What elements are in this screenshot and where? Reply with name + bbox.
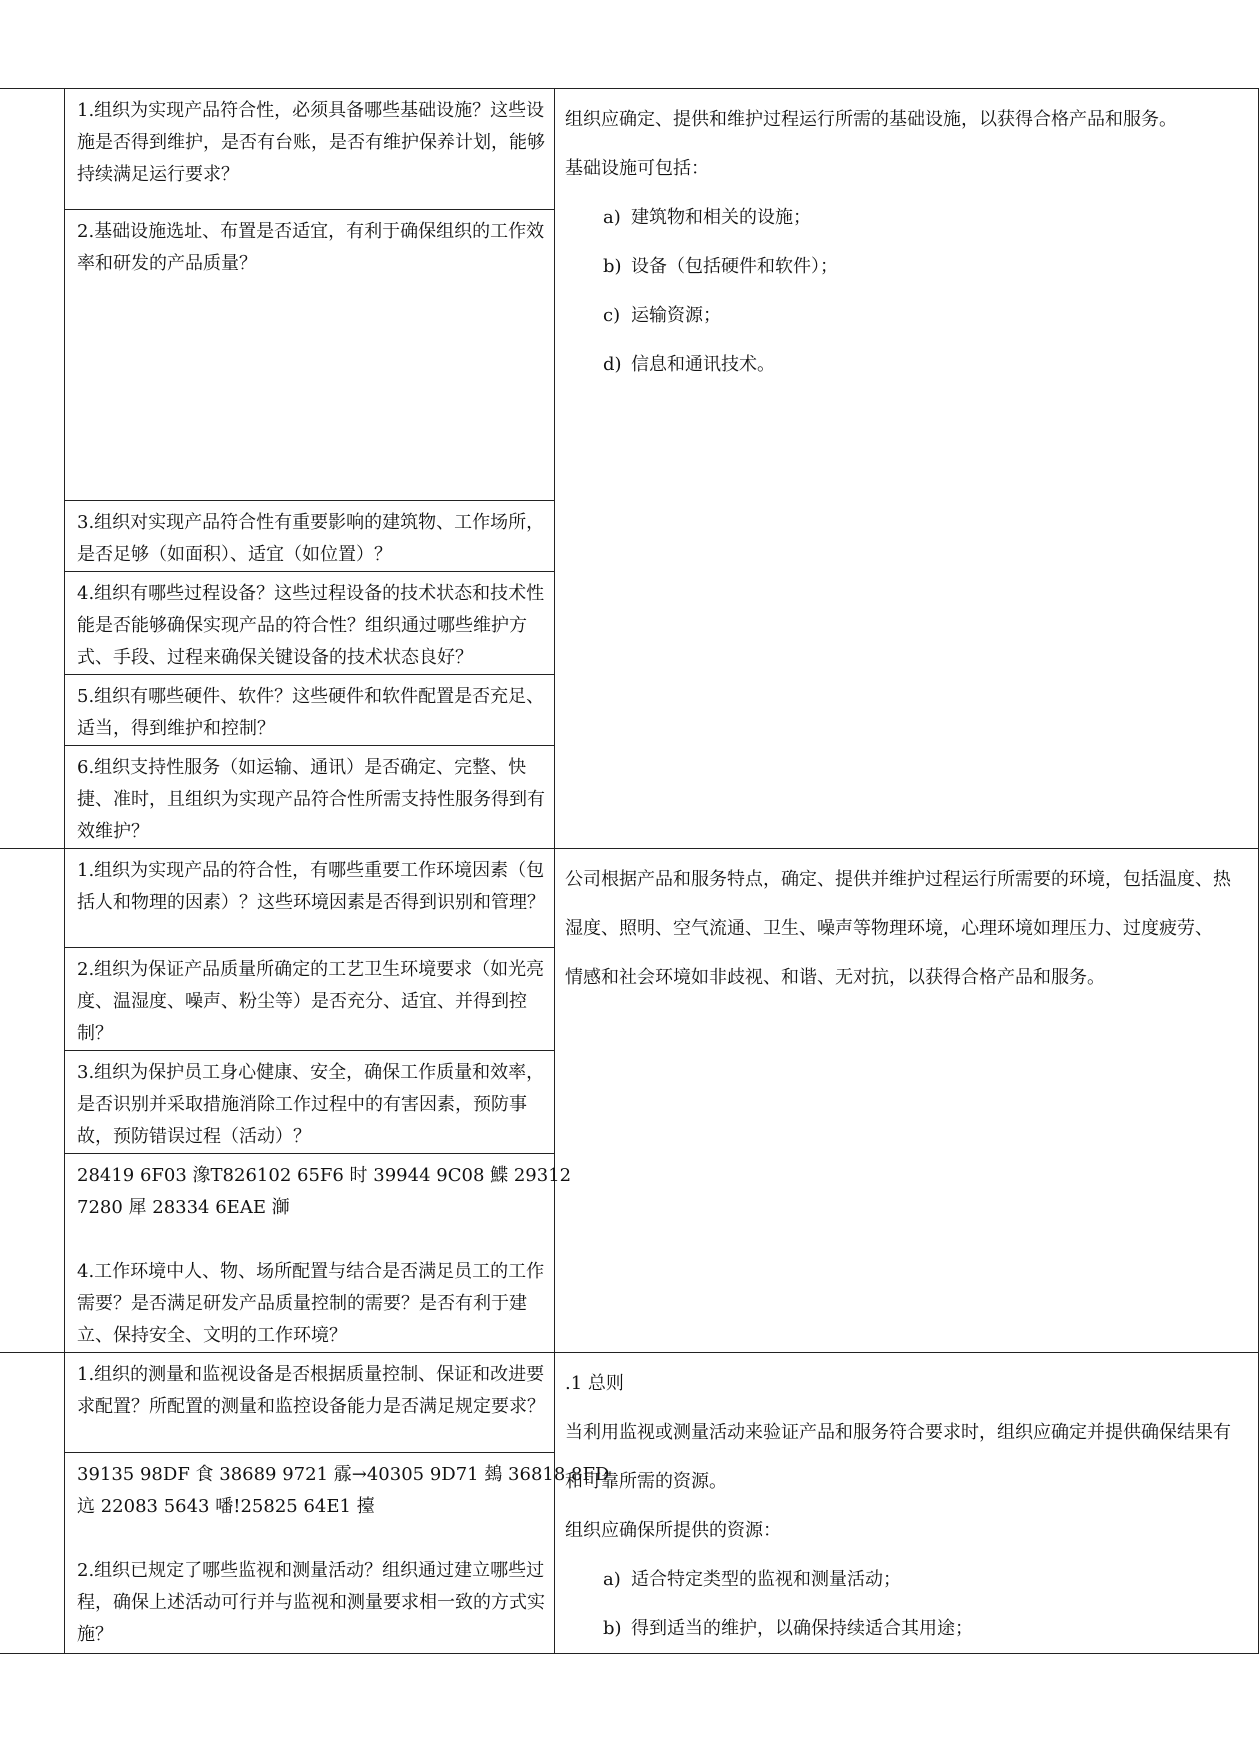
environment-question-4-text: 4.工作环境中人、物、场所配置与结合是否满足员工的工作需要？是否满足研发产品质量控制的需要？是否有利于建立、保持安全、文明的工作环境？	[77, 1261, 545, 1346]
audit-checklist-table	[0, 88, 1259, 1654]
infrastructure-requirement	[555, 89, 1258, 389]
list-item-text: 适合特定类型的监视和测量活动；	[631, 1569, 901, 1590]
infrastructure-question-5-cell	[65, 675, 555, 746]
infrastructure-question-6: 6.组织支持性服务（如运输、通讯）是否确定、完整、快捷、准时，且组织为实现产品符合性所需支持性服务得到有效维护？	[77, 757, 545, 842]
environment-row-1	[0, 849, 1259, 948]
list-item-text: 信息和通讯技术。	[631, 354, 775, 375]
list-marker: b)	[603, 256, 622, 277]
measurement-question-1-cell	[65, 1353, 555, 1453]
list-item-text: 建筑物和相关的设施；	[631, 207, 811, 228]
measurement-requirement-cell	[555, 1353, 1259, 1654]
measurement-requirement-heading: .1 总则	[565, 1373, 624, 1394]
infrastructure-item-b	[565, 242, 1258, 291]
list-marker: b)	[603, 1618, 622, 1639]
infrastructure-question-5: 5.组织有哪些硬件、软件？这些硬件和软件配置是否充足、适当，得到维护和控制？	[77, 686, 545, 739]
list-item-text: 设备（包括硬件和软件）；	[631, 256, 838, 277]
infrastructure-clause-cell	[0, 89, 65, 849]
infrastructure-question-3: 3.组织对实现产品符合性有重要影响的建筑物、工作场所，是否足够（如面积）、适宜（如位置）？	[77, 512, 545, 565]
environment-question-2-cell	[65, 948, 555, 1051]
list-marker: d)	[603, 354, 622, 375]
environment-clause-cell	[0, 849, 65, 1353]
measurement-requirement-line-3: 组织应确保所提供的资源：	[565, 1520, 781, 1541]
measurement-question-1: 1.组织的测量和监视设备是否根据质量控制、保证和改进要求配置？所配置的测量和监控设备能力是否满足规定要求？	[77, 1364, 545, 1417]
garbled-text-line: 39135 98DF 食 38689 9721 霡→40305 9D71 鵱 36818 8FD	[77, 1463, 610, 1485]
environment-requirement-line-1: 公司根据产品和服务特点，确定、提供并维护过程运行所需要的环境，包括温度、热	[565, 869, 1231, 890]
environment-question-3: 3.组织为保护员工身心健康、安全，确保工作质量和效率，是否识别并采取措施消除工作过程中的有害因素，预防事故，预防错误过程（活动）？	[77, 1062, 545, 1147]
measurement-requirement	[555, 1353, 1258, 1653]
infrastructure-question-6-cell	[65, 746, 555, 849]
list-marker: c)	[603, 305, 621, 326]
measurement-question-2-cell	[65, 1452, 610, 1653]
measurement-question-2-text: 2.组织已规定了哪些监视和测量活动？组织通过建立哪些过程，确保上述活动可行并与监视和测量要求相一致的方式实施？	[77, 1559, 545, 1645]
measurement-clause-cell	[0, 1353, 65, 1654]
infrastructure-item-a	[565, 193, 1258, 242]
infrastructure-question-4-cell	[65, 572, 555, 675]
measurement-item-b	[565, 1604, 1258, 1653]
infrastructure-requirement-cell	[555, 89, 1259, 849]
list-marker: a)	[603, 207, 621, 228]
measurement-item-a	[565, 1555, 1258, 1604]
infrastructure-question-1-cell	[65, 89, 555, 210]
infrastructure-question-1: 1.组织为实现产品符合性，必须具备哪些基础设施？这些设施是否得到维护，是否有台账，是否有维护保养计划，能够持续满足运行要求？	[77, 100, 545, 185]
environment-requirement-line-2: 湿度、照明、空气流通、卫生、噪声等物理环境，心理环境如理压力、过度疲劳、	[565, 918, 1213, 939]
infrastructure-question-3-cell	[65, 501, 555, 572]
measurement-requirement-line-1: 当利用监视或测量活动来验证产品和服务符合要求时，组织应确定并提供确保结果有	[565, 1422, 1231, 1443]
infrastructure-list-title: 基础设施可包括：	[565, 158, 709, 179]
environment-requirement-cell	[555, 849, 1259, 1353]
environment-requirement	[555, 849, 1258, 1002]
infrastructure-requirement-intro: 组织应确定、提供和维护过程运行所需的基础设施，以获得合格产品和服务。	[565, 109, 1177, 130]
infrastructure-item-d	[565, 340, 1258, 389]
infrastructure-question-4: 4.组织有哪些过程设备？这些过程设备的技术状态和技术性能是否能够确保实现产品的符合性？组织通过哪些维护方式、手段、过程来确保关键设备的技术状态良好？	[77, 583, 545, 668]
environment-question-3-cell	[65, 1051, 555, 1154]
environment-requirement-line-3: 情感和社会环境如非歧视、和谐、无对抗，以获得合格产品和服务。	[565, 967, 1105, 988]
environment-question-4-cell	[65, 1154, 572, 1353]
infrastructure-item-c	[565, 291, 1258, 340]
environment-question-1: 1.组织为实现产品的符合性，有哪些重要工作环境因素（包括人和物理的因素）？这些环境因素是否得到识别和管理？	[77, 860, 545, 913]
measurement-requirement-line-2: 和可靠所需的资源。	[565, 1471, 727, 1492]
environment-question-4	[65, 1154, 572, 1352]
list-item-text: 运输资源；	[631, 305, 721, 326]
garbled-text-line: 28419 6F03 潒T826102 65F6 时 39944 9C08 鰈 29312	[77, 1165, 572, 1186]
infrastructure-question-2-cell	[65, 210, 555, 501]
infrastructure-row-1	[0, 89, 1259, 210]
garbled-text-line: 7280 犀 28334 6EAE 溮	[77, 1197, 290, 1218]
list-item-text: 得到适当的维护，以确保持续适合其用途；	[631, 1618, 973, 1639]
garbled-text-line: 迒 22083 5643 噃!25825 64E1 擡	[77, 1495, 375, 1517]
measurement-row-1	[0, 1353, 1259, 1453]
measurement-question-2	[65, 1453, 610, 1651]
infrastructure-question-2: 2.基础设施选址、布置是否适宜，有利于确保组织的工作效率和研发的产品质量？	[77, 221, 545, 274]
audit-table-wrapper	[0, 88, 1241, 1645]
environment-question-1-cell	[65, 849, 555, 948]
environment-question-2: 2.组织为保证产品质量所确定的工艺卫生环境要求（如光亮度、温湿度、噪声、粉尘等）是否充分、适宜、并得到控制？	[77, 959, 545, 1044]
list-marker: a)	[603, 1569, 621, 1590]
